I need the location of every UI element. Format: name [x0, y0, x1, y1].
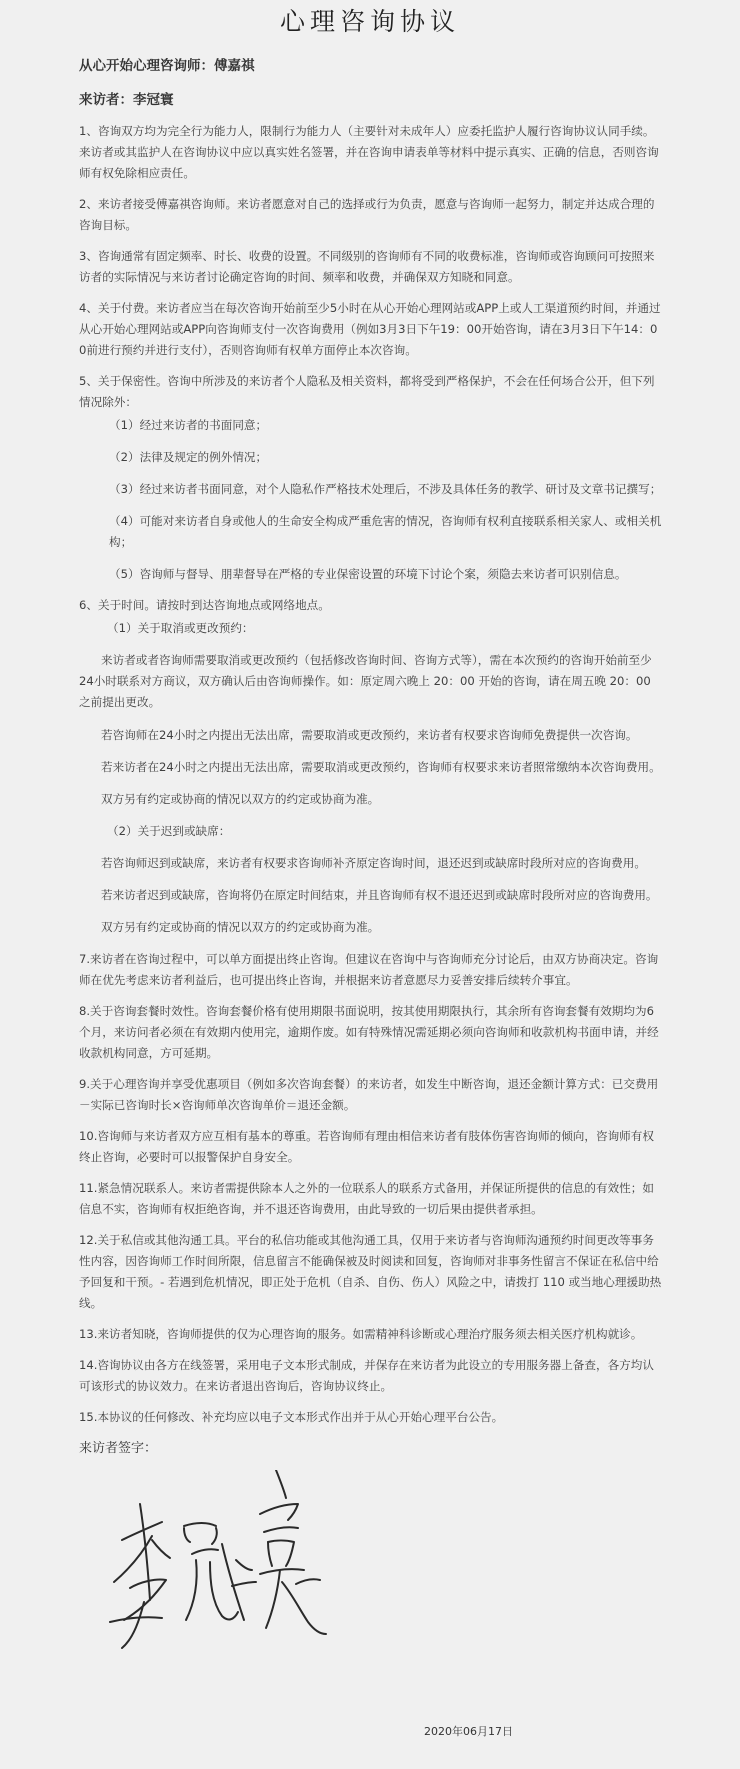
- clause-5: 5、关于保密性。咨询中所涉及的来访者个人隐私及相关资料，都将受到严格保护，不会在任何场合公开，但下列情况除外：: [79, 374, 655, 409]
- confidentiality-item: （4）可能对来访者自身或他人的生命安全构成严重危害的情况，咨询师有权利直接联系相关家人、或相关机构；: [109, 514, 662, 549]
- clause-13: 13.来访者知晓，咨询师提供的仅为心理咨询的服务。如需精神科诊断或心理治疗服务须去相关医疗机构就诊。: [79, 1327, 643, 1341]
- counselor-line: 从心开始心理咨询师：傅嘉祺: [79, 58, 255, 74]
- handwritten-signature: [100, 1470, 340, 1670]
- sign-date: 2020年06月17日: [424, 1725, 513, 1738]
- clause-6-sub-1-line: 来访者或者咨询师需要取消或更改预约（包括修改咨询时间、咨询方式等），需在本次预约的咨询开始前至少24小时联系对方商议，双方确认后由咨询师操作。如：原定周六晚上 20：00 开始的咨询，请在周五晚 20：00 之前提出更改。: [79, 653, 652, 709]
- clause-9: 9.关于心理咨询并享受优惠项目（例如多次咨询套餐）的来访者，如发生中断咨询，退还金额计算方式：已交费用－实际已咨询时长×咨询师单次咨询单价＝退还金额。: [79, 1077, 659, 1112]
- signature-label: 来访者签字：: [79, 1441, 158, 1456]
- clause-10: 10.咨询师与来访者双方应互相有基本的尊重。若咨询师有理由相信来访者有肢体伤害咨询师的倾向，咨询师有权终止咨询，必要时可以报警保护自身安全。: [79, 1129, 654, 1164]
- clause-6-sub-2-title: （2）关于迟到或缺席：: [107, 824, 231, 838]
- clause-14: 14.咨询协议由各方在线签署，采用电子文本形式制成，并保存在来访者为此设立的专用服务器上备查，各方均认可该形式的协议效力。在来访者退出咨询后，咨询协议终止。: [79, 1358, 654, 1393]
- clause-4: 4、关于付费。来访者应当在每次咨询开始前至少5小时在从心开始心理网站或APP上或人工渠道预约时间，并通过从心开始心理网站或APP向咨询师支付一次咨询费用（例如3月3日下午19：00开始咨询，请在3月3日下午14：00前进行预约并进行支付），否则咨询师有权单方面停止本次咨询。: [79, 301, 661, 357]
- confidentiality-item: （3）经过来访者书面同意，对个人隐私作严格技术处理后，不涉及具体任务的教学、研讨及文章书记撰写；: [109, 482, 662, 496]
- clause-6-sub-1-line: 双方另有约定或协商的情况以双方的约定或协商为准。: [101, 792, 380, 806]
- document-title: 心理咨询协议: [279, 7, 460, 36]
- clause-6-sub-2-line: 双方另有约定或协商的情况以双方的约定或协商为准。: [101, 920, 380, 934]
- confidentiality-item: （1）经过来访者的书面同意；: [109, 418, 268, 432]
- clause-6-sub-2-line: 若咨询师迟到或缺席，来访者有权要求咨询师补齐原定咨询时间，退还迟到或缺席时段所对应的咨询费用。: [101, 856, 646, 870]
- clause-11: 11.紧急情况联系人。来访者需提供除本人之外的一位联系人的联系方式备用，并保证所提供的信息的有效性；如信息不实，咨询师有权拒绝咨询，并不退还咨询费用，由此导致的一切后果由提供者承担。: [79, 1181, 654, 1216]
- clause-6-sub-1-title: （1）关于取消或更改预约：: [107, 621, 254, 635]
- clause-3: 3、咨询通常有固定频率、时长、收费的设置。不同级别的咨询师有不同的收费标准，咨询师或咨询顾问可按照来访者的实际情况与来访者讨论确定咨询的时间、频率和收费，并确保双方知晓和同意。: [79, 249, 655, 284]
- clause-6: 6、关于时间。请按时到达咨询地点或网络地点。: [79, 598, 330, 612]
- clause-8: 8.关于咨询套餐时效性。咨询套餐价格有使用期限书面说明，按其使用期限执行，其余所有咨询套餐有效期均为6个月，来访问者必须在有效期内使用完，逾期作废。如有特殊情况需延期必须向咨询师和收款机构书面申请，并经收款机构同意，方可延期。: [79, 1004, 659, 1060]
- clause-1: 1、咨询双方均为完全行为能力人，限制行为能力人（主要针对未成年人）应委托监护人履行咨询协议认同手续。来访者或其监护人在咨询协议中应以真实姓名签署，并在咨询申请表单等材料中提示真实、正确的信息，否则咨询师有权免除相应责任。: [79, 124, 659, 180]
- clause-6-sub-1-line: 若咨询师在24小时之内提出无法出席，需要取消或更改预约，来访者有权要求咨询师免费提供一次咨询。: [101, 728, 638, 742]
- clause-15: 15.本协议的任何修改、补充均应以电子文本形式作出并于从心开始心理平台公告。: [79, 1410, 504, 1424]
- clause-7: 7.来访者在咨询过程中，可以单方面提出终止咨询。但建议在咨询中与咨询师充分讨论后，由双方协商决定。咨询师在优先考虑来访者利益后，也可提出终止咨询，并根据来访者意愿尽力妥善安排后续转介事宜。: [79, 952, 659, 987]
- clause-6-sub-1-line: 若来访者在24小时之内提出无法出席，需要取消或更改预约，咨询师有权要求来访者照常缴纳本次咨询费用。: [101, 760, 661, 774]
- confidentiality-item: （5）咨询师与督导、朋辈督导在严格的专业保密设置的环境下讨论个案，须隐去来访者可识别信息。: [109, 567, 627, 581]
- clause-12: 12.关于私信或其他沟通工具。平台的私信功能或其他沟通工具，仅用于来访者与咨询师沟通预约时间更改等事务性内容，因咨询师工作时间所限，信息留言不能确保被及时阅读和回复，咨询师对非事务性留言不保证在私信中给予回复和干预。- 若遇到危机情况，即正处于危机（自杀、自伤、伤人）风险之中，请拨打 110 或当地心理援助热线。: [79, 1233, 662, 1310]
- clause-2: 2、来访者接受傅嘉祺咨询师。来访者愿意对自己的选择或行为负责，愿意与咨询师一起努力，制定并达成合理的咨询目标。: [79, 197, 655, 232]
- clause-6-sub-2-line: 若来访者迟到或缺席，咨询将仍在原定时间结束，并且咨询师有权不退还迟到或缺席时段所对应的咨询费用。: [101, 888, 658, 902]
- confidentiality-item: （2）法律及规定的例外情况；: [109, 450, 268, 464]
- visitor-line: 来访者：李冠寰: [79, 92, 174, 108]
- clauses-body: [79, 121, 664, 1438]
